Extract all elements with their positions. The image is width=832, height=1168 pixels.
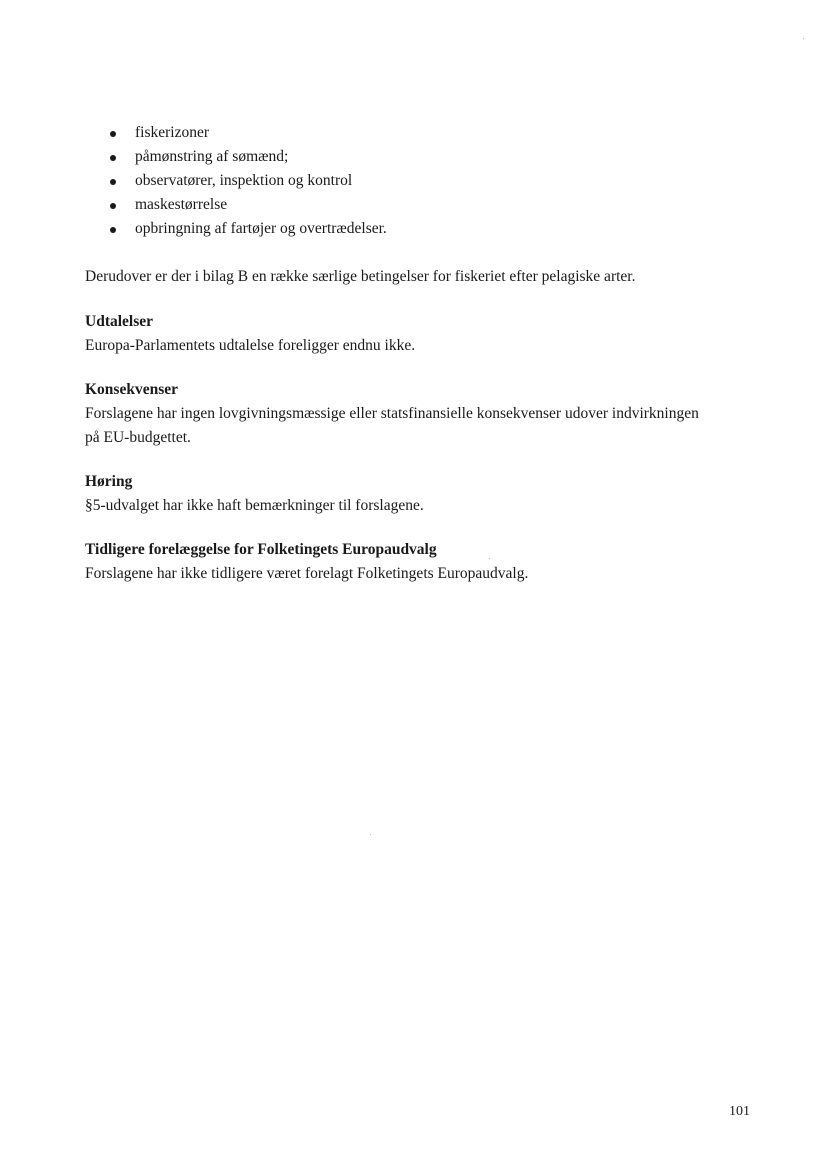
section-text: Europa-Parlamentets udtalelse foreligger endnu ikke.	[85, 337, 416, 354]
bullet-text: påmønstring af sømænd;	[135, 148, 289, 165]
bullet-text: observatører, inspektion og kontrol	[135, 172, 353, 189]
scan-speck	[489, 558, 490, 559]
section-text: §5-udvalget har ikke haft bemærkninger til forslagene.	[85, 497, 424, 514]
bullet-item	[107, 121, 387, 145]
section-heading: Konsekvenser	[85, 381, 178, 398]
bullet-list	[107, 121, 387, 241]
section-udtalelser	[85, 310, 765, 358]
section-text-line: på EU-budgettet.	[85, 429, 191, 446]
scan-speck	[370, 834, 371, 835]
section-text-line: Forslagene har ingen lovgivningsmæssige eller statsfinansielle konsekvenser udover indvirkningen	[85, 405, 699, 422]
bullet-dot-icon	[110, 179, 116, 185]
bullet-dot-icon	[110, 203, 116, 209]
bullet-text: maskestørrelse	[135, 196, 228, 213]
bullet-item	[107, 193, 387, 217]
bullet-dot-icon	[110, 131, 116, 137]
section-hoering	[85, 470, 765, 518]
bullet-dot-icon	[110, 227, 116, 233]
section-tidligere	[85, 538, 765, 586]
bullet-item	[107, 217, 387, 241]
section-text: Forslagene har ikke tidligere været forelagt Folketingets Europaudvalg.	[85, 565, 529, 582]
intro-paragraph: Derudover er der i bilag B en række særlige betingelser for fiskeriet efter pelagiske arter.	[85, 268, 636, 285]
intro-block	[85, 265, 765, 289]
bullet-item	[107, 169, 387, 193]
bullet-item	[107, 145, 387, 169]
section-heading: Udtalelser	[85, 313, 154, 330]
page-number: 101	[729, 1104, 750, 1119]
section-heading: Tidligere forelæggelse for Folketingets Europaudvalg	[85, 541, 437, 558]
bullet-dot-icon	[110, 155, 116, 161]
section-heading: Høring	[85, 473, 133, 490]
section-konsekvenser	[85, 378, 765, 450]
bullet-text: opbringning af fartøjer og overtrædelser.	[135, 220, 387, 237]
scan-speck	[803, 38, 804, 39]
bullet-text: fiskerizoner	[135, 124, 210, 141]
